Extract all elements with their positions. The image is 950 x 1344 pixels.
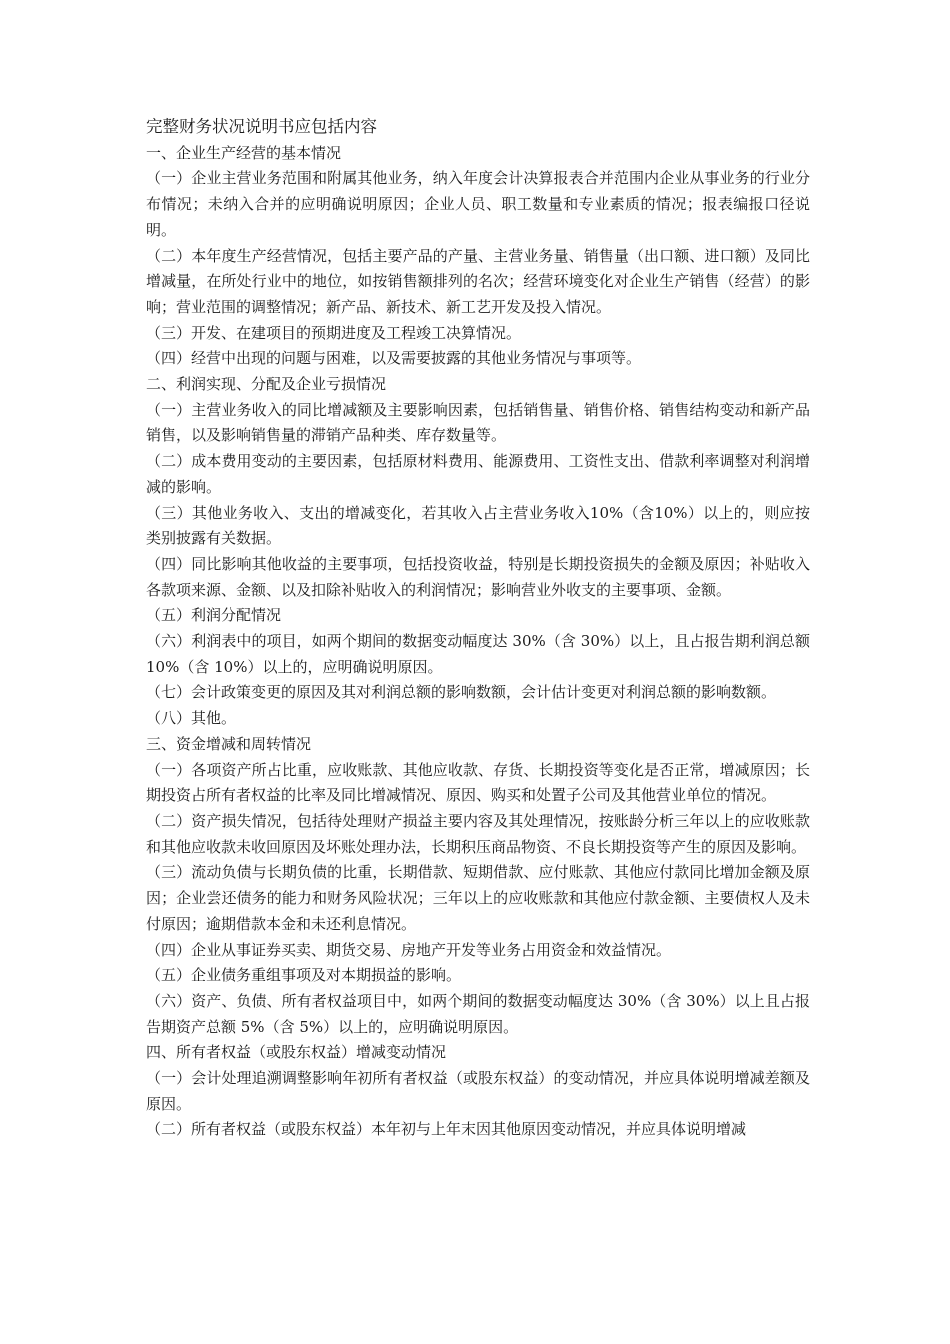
paragraph: （八）其他。: [146, 709, 237, 728]
section-heading-1: 一、企业生产经营的基本情况: [146, 143, 342, 162]
paragraph: （一）企业主营业务范围和附属其他业务，纳入年度会计决算报表合并范围内企业从事业务的行业分布情况；未纳入合并的应明确说明原因；企业人员、职工数量和专业素质的情况；报表编报口径说明。: [146, 169, 810, 239]
paragraph: （二）资产损失情况，包括待处理财产损益主要内容及其处理情况，按账龄分析三年以上的应收账款和其他应收款未收回原因及坏账处理办法，长期积压商品物资、不良长期投资等产生的原因及影响。: [146, 811, 810, 856]
paragraph: （三）开发、在建项目的预期进度及工程竣工决算情况。: [146, 323, 522, 342]
document-page: [146, 114, 810, 1143]
paragraph: （二）本年度生产经营情况，包括主要产品的产量、主营业务量、销售量（出口额、进口额）及同比增减量，在所处行业中的地位，如按销售额排列的名次；经营环境变化对企业生产销售（经营）的影响；营业范围的调整情况；新产品、新技术、新工艺开发及投入情况。: [146, 246, 810, 316]
section-heading-3: 三、资金增减和周转情况: [146, 734, 312, 753]
paragraph: （六）资产、负债、所有者权益项目中，如两个期间的数据变动幅度达 30%（含 30%）以上且占报告期资产总额 5%（含 5%）以上的，应明确说明原因。: [146, 991, 810, 1036]
paragraph: （一）各项资产所占比重，应收账款、其他应收款、存货、长期投资等变化是否正常，增减原因；长期投资占所有者权益的比率及同比增减情况、原因、购买和处置子公司及其他营业单位的情况。: [146, 760, 810, 805]
paragraph: （五）企业债务重组事项及对本期损益的影响。: [146, 966, 462, 985]
paragraph: （三）其他业务收入、支出的增减变化，若其收入占主营业务收入10%（含10%）以上的，则应按类别披露有关数据。: [146, 503, 810, 548]
paragraph: （二）所有者权益（或股东权益）本年初与上年末因其他原因变动情况，并应具体说明增减: [146, 1120, 747, 1139]
paragraph: （三）流动负债与长期负债的比重，长期借款、短期借款、应付账款、其他应付款同比增加金额及原因；企业尝还债务的能力和财务风险状况；三年以上的应收账款和其他应付款金额、主要债权人及未付原因；逾期借款本金和未还利息情况。: [146, 863, 810, 933]
section-heading-4: 四、所有者权益（或股东权益）增减变动情况: [146, 1043, 447, 1062]
paragraph: （四）同比影响其他收益的主要事项，包括投资收益，特别是长期投资损失的金额及原因；补贴收入各款项来源、金额、以及扣除补贴收入的利润情况；影响营业外收支的主要事项、金额。: [146, 554, 810, 599]
paragraph: （一）会计处理追溯调整影响年初所有者权益（或股东权益）的变动情况，并应具体说明增减差额及原因。: [146, 1069, 810, 1113]
paragraph: （七）会计政策变更的原因及其对利润总额的影响数额，会计估计变更对利润总额的影响数额。: [146, 683, 777, 702]
document-title: 完整财务状况说明书应包括内容: [146, 117, 377, 136]
paragraph: （五）利润分配情况: [146, 606, 282, 625]
paragraph: （四）企业从事证券买卖、期货交易、房地产开发等业务占用资金和效益情况。: [146, 940, 672, 959]
section-heading-2: 二、利润实现、分配及企业亏损情况: [146, 375, 387, 394]
paragraph: （六）利润表中的项目，如两个期间的数据变动幅度达 30%（含 30%）以上，且占报告期利润总额 10%（含 10%）以上的，应明确说明原因。: [146, 632, 810, 676]
paragraph: （四）经营中出现的问题与困难，以及需要披露的其他业务情况与事项等。: [146, 349, 642, 368]
paragraph: （二）成本费用变动的主要因素，包括原材料费用、能源费用、工资性支出、借款利率调整对利润增减的影响。: [146, 452, 810, 496]
paragraph: （一）主营业务收入的同比增减额及主要影响因素，包括销售量、销售价格、销售结构变动和新产品销售，以及影响销售量的滞销产品种类、库存数量等。: [146, 400, 810, 445]
